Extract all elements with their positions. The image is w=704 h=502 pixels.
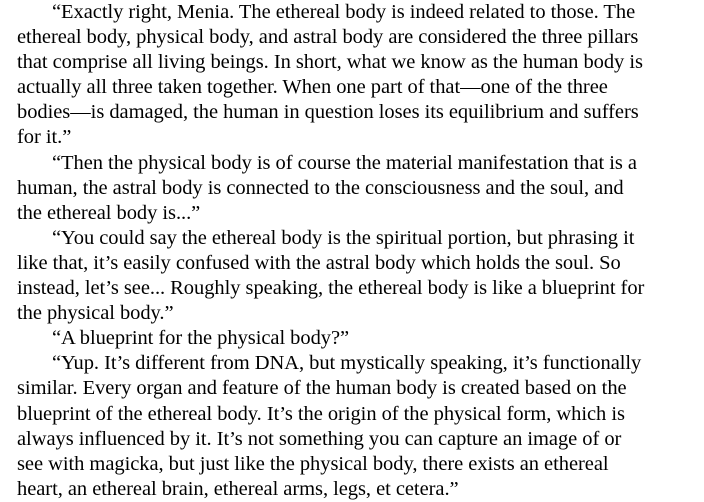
text-line: the physical body.” bbox=[17, 302, 174, 325]
text-line: “Exactly right, Menia. The ethereal body is indeed related to those. The bbox=[52, 1, 636, 23]
text-line: similar. Every organ and feature of the human body is created based on the bbox=[17, 377, 627, 400]
paragraph-1 bbox=[17, 0, 694, 151]
text-line: bodies—is damaged, the human in question loses its equilibrium and suffers bbox=[17, 101, 639, 124]
text-line: “Yup. It’s different from DNA, but mystically speaking, it’s functionally bbox=[52, 352, 642, 375]
text-line: that comprise all living beings. In short, what we know as the human body is bbox=[17, 51, 643, 74]
text-line: “A blueprint for the physical body?” bbox=[52, 327, 350, 350]
text-line: blueprint of the ethereal body. It’s the origin of the physical form, which is bbox=[17, 402, 625, 425]
paragraph-2 bbox=[17, 151, 694, 226]
paragraph-4 bbox=[17, 326, 694, 351]
text-line: instead, let’s see... Roughly speaking, the ethereal body is like a blueprint for bbox=[17, 277, 645, 300]
paragraph-5 bbox=[17, 351, 694, 502]
text-line: “Then the physical body is of course the material manifestation that is a bbox=[52, 151, 637, 174]
text-line: like that, it’s easily confused with the astral body which holds the soul. So bbox=[17, 251, 621, 274]
text-line: actually all three taken together. When one part of that—one of the three bbox=[17, 76, 608, 99]
paragraph-3 bbox=[17, 226, 694, 326]
text-line: the ethereal body is...” bbox=[17, 201, 201, 224]
text-line: heart, an ethereal brain, ethereal arms, legs, et cetera.” bbox=[17, 477, 459, 500]
text-line: “You could say the ethereal body is the spiritual portion, but phrasing it bbox=[52, 226, 635, 249]
text-line: always influenced by it. It’s not something you can capture an image of or bbox=[17, 427, 622, 450]
text-line: for it.” bbox=[17, 126, 72, 149]
text-line: ethereal body, physical body, and astral body are considered the three pillars bbox=[17, 26, 639, 49]
text-line: see with magicka, but just like the physical body, there exists an ethereal bbox=[17, 452, 609, 475]
text-line: human, the astral body is connected to the consciousness and the soul, and bbox=[17, 176, 624, 199]
